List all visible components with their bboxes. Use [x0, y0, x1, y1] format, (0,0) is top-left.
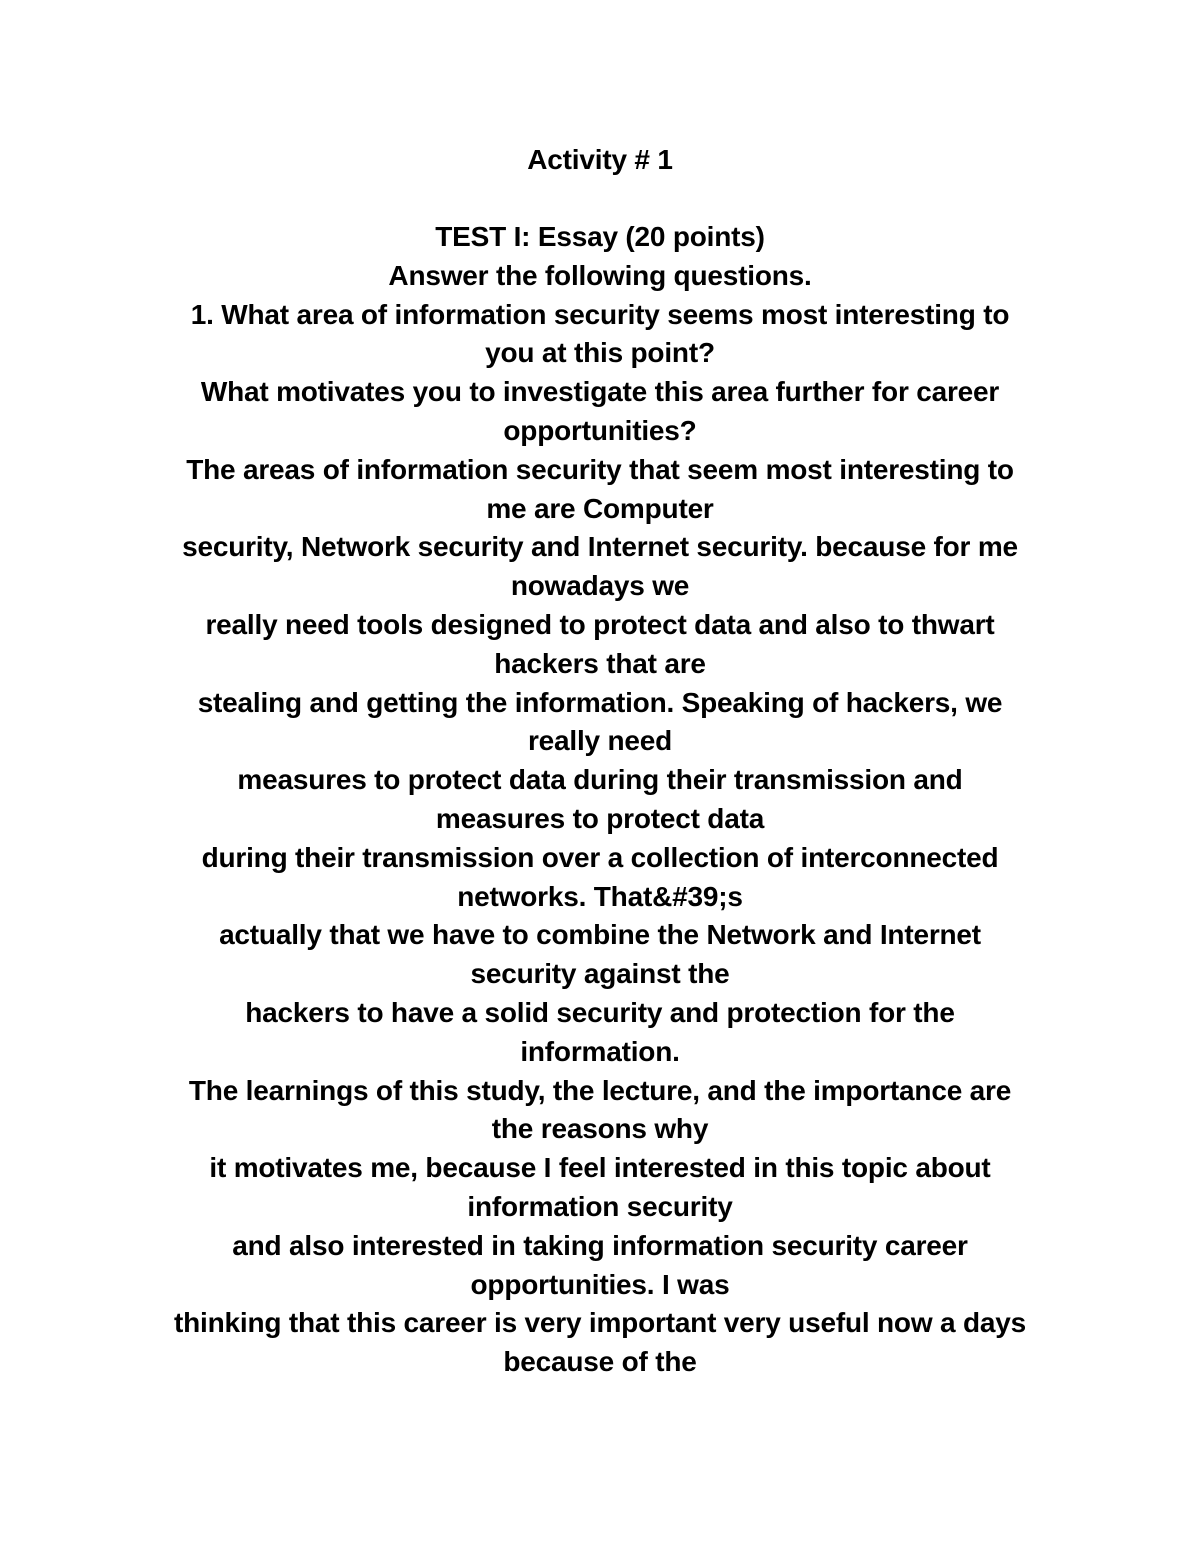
text-line: hackers to have a solid security and protection for the [245, 996, 955, 1028]
text-line: stealing and getting the information. Speaking of hackers, we [197, 686, 1003, 718]
text-line: TEST I: Essay (20 points) [435, 221, 765, 252]
text-line: What motivates you to investigate this area further for career [200, 376, 1000, 408]
text-line: and also interested in taking information security career [232, 1229, 968, 1261]
text-line: security against the [470, 958, 730, 990]
essay-body [0, 218, 1200, 1382]
text-line: measures to protect data during their transmission and [237, 764, 963, 796]
text-line: opportunities. I was [470, 1268, 730, 1300]
text-line: measures to protect data [435, 802, 765, 834]
text-line: thinking that this career is very important very useful now a days [174, 1307, 1026, 1339]
text-line: information. [520, 1035, 680, 1067]
text-line: during their transmission over a collection of interconnected [201, 841, 999, 873]
text-line: really need [527, 725, 673, 757]
text-line: me are Computer [486, 492, 714, 524]
text-line: The learnings of this study, the lecture, and the importance are [188, 1074, 1012, 1106]
text-line: hackers that are [494, 647, 706, 679]
text-line: actually that we have to combine the Network and Internet [219, 919, 981, 951]
text-line: you at this point? [485, 337, 715, 369]
text-line: security, Network security and Internet security. because for me [182, 531, 1018, 563]
text-line: the reasons why [491, 1113, 709, 1145]
text-line: because of the [503, 1346, 697, 1378]
page-title: Activity # 1 [527, 144, 673, 175]
text-line: 1. What area of information security seems most interesting to [190, 298, 1010, 330]
text-line: Answer the following questions. [388, 259, 812, 291]
text-line: The areas of information security that seem most interesting to [186, 453, 1014, 485]
text-line: opportunities? [503, 414, 697, 446]
text-line: nowadays we [510, 570, 690, 602]
text-line: information security [467, 1190, 733, 1222]
text-line: really need tools designed to protect data and also to thwart [205, 608, 995, 640]
text-line: it motivates me, because I feel interested in this topic about [209, 1152, 991, 1184]
text-line: networks. That&#39;s [457, 880, 743, 912]
